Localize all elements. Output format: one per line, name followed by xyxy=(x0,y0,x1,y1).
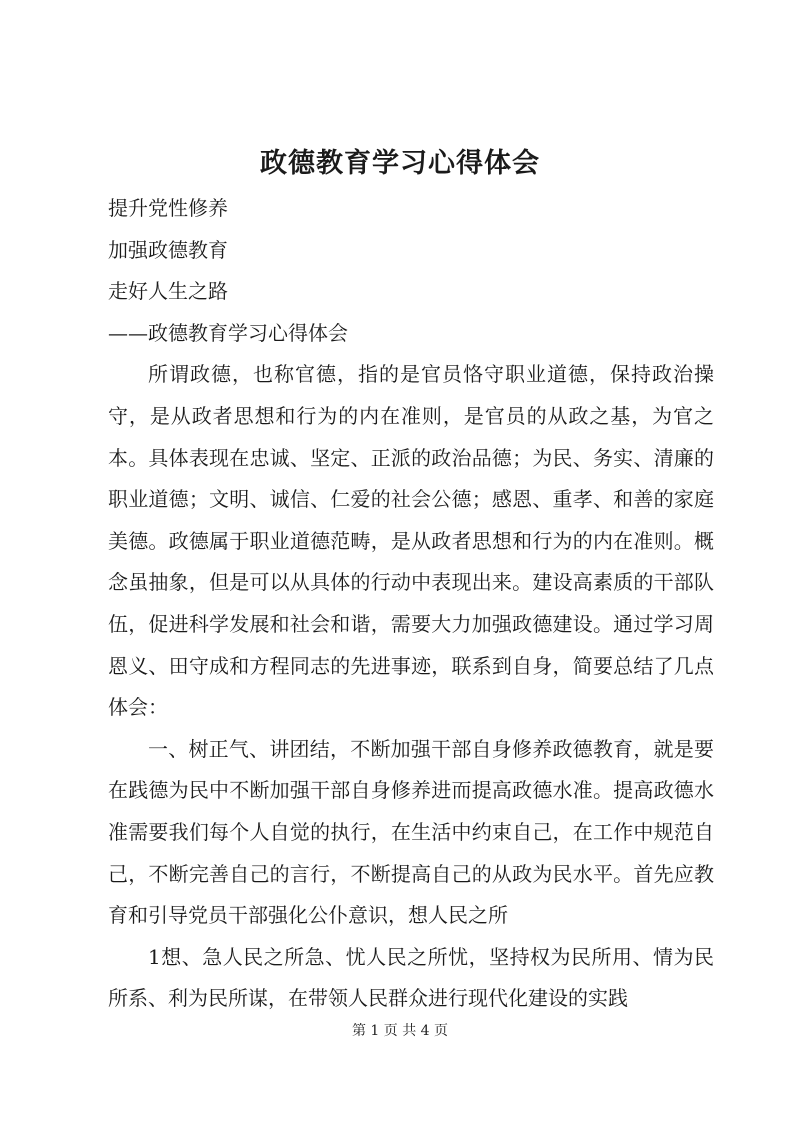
paragraph-continuation: 1想、急人民之所急、忧人民之所忧，坚持权为民所用、情为民所系、利为民所谋，在带领人民群众进行现代化建设的实践 xyxy=(108,944,714,1011)
tagline-2: 加强政德教育 xyxy=(108,237,228,262)
document-body xyxy=(108,188,714,1020)
document-title: 政德教育学习心得体会 xyxy=(260,148,540,179)
paragraph-intro: 所谓政德，也称官德，指的是官员恪守职业道德，保持政治操守，是从政者思想和行为的内在准则，是官员的从政之基，为官之本。具体表现在忠诚、坚定、正派的政治品德；为民、务实、清廉的职业道德；文明、诚信、仁爱的社会公德；感恩、重孝、和善的家庭美德。政德属于职业道德范畴，是从政者思想和行为的内在准则。概念虽抽象，但是可以从具体的行动中表现出来。建设高素质的干部队伍，促进科学发展和社会和谐，需要大力加强政德建设。通过学习周恩义、田守成和方程同志的先进事迹，联系到自身，简要总结了几点体会： xyxy=(108,362,714,720)
tagline-1: 提升党性修养 xyxy=(108,196,228,220)
subtitle-line: ——政德教育学习心得体会 xyxy=(108,320,348,345)
page-footer: 第 1 页 共 4 页 xyxy=(351,1023,449,1039)
paragraph-point-one: 一、树正气、讲团结，不断加强干部自身修养政德教育，就是要在践德为民中不断加强干部自身修养进而提高政德水准。提高政德水准需要我们每个人自觉的执行，在生活中约束自己，在工作中规范自己，不断完善自己的言行，不断提高自己的从政为民水平。首先应教育和引导党员干部强化公仆意识，想人民之所 xyxy=(108,736,714,928)
tagline-3: 走好人生之路 xyxy=(108,279,228,304)
